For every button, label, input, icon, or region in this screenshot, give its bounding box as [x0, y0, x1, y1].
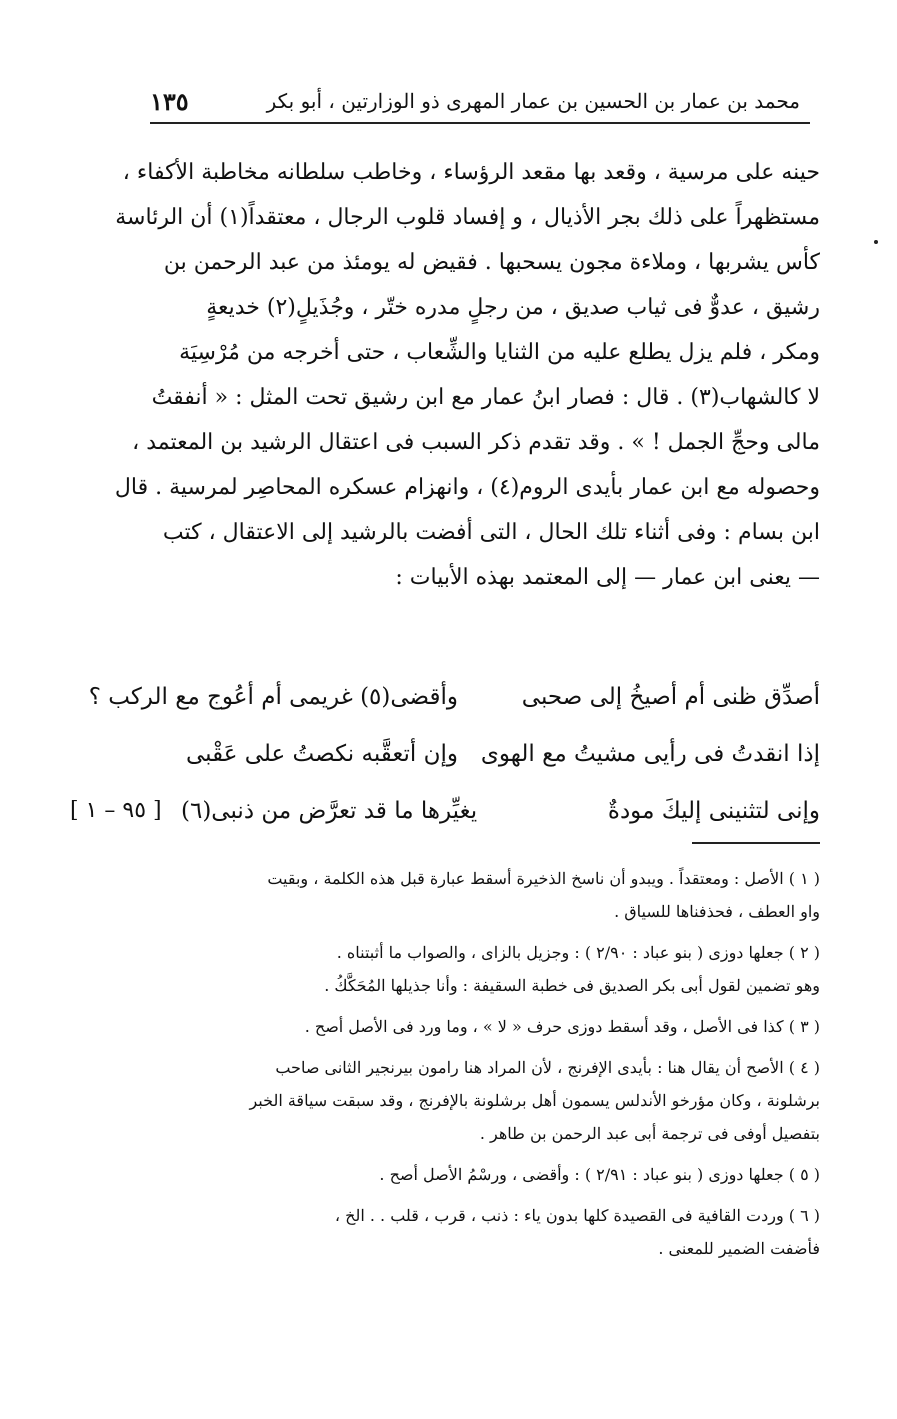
footnote-2-line: ( ٢ ) جعلها دوزى ( بنو عباد : ٢/٩٠ ) : وجزيل بالزاى ، والصواب ما أثبتناه . — [336, 943, 820, 962]
footnote-1-line: ( ١ ) الأصل : ومعتقداً . ويبدو أن ناسخ الذخيرة أسقط عبارة قبل هذه الكلمة ، وبقيت — [267, 869, 820, 888]
body-line: وحصوله مع ابن عمار بأيدى الروم(٤) ، وانهزام عسكره المحاصِر لمرسية . قال — [114, 475, 820, 500]
footnote-1-line: واو العطف ، فحذفناها للسياق . — [614, 902, 820, 921]
body-line: ومكر ، فلم يزل يطلع عليه من الثنايا والشِّعاب ، حتى أخرجه من مُرْسِيَة — [179, 340, 820, 365]
margin-dot — [874, 240, 878, 244]
body-line: — يعنى ابن عمار — إلى المعتمد بهذه الأبيات : — [395, 565, 820, 590]
body-line: مستظهراً على ذلك بجر الأذيال ، و إفساد قلوب الرجال ، معتقداً(١) أن الرئاسة — [115, 205, 820, 230]
footnote-4-line: بتفصيل أوفى فى ترجمة أبى عبد الرحمن بن طاهر . — [479, 1124, 820, 1143]
poem-verse — [70, 782, 820, 839]
verse-first-hemistich: وإنى لتثنينى إليكَ مودةٌ — [607, 797, 820, 824]
body-line: مالى وحجِّ الجمل ! » . وقد تقدم ذكر السبب فى اعتقال الرشيد بن المعتمد ، — [132, 430, 820, 455]
verse-second-hemistich: وأقضى(٥) غريمى أم أعُوج مع الركب ؟ — [88, 683, 458, 710]
body-text — [110, 150, 820, 600]
body-line: حينه على مرسية ، وقعد بها مقعد الرؤساء ، وخاطب سلطانه مخاطبة الأكفاء ، — [122, 160, 820, 185]
poem-verse — [70, 725, 820, 782]
running-title: محمد بن عمار بن الحسين بن عمار المهرى ذو الوزارتين ، أبو بكر — [266, 89, 800, 113]
verse-first-hemistich: إذا انقدتُ فى رأيى مشيتُ مع الهوى — [480, 740, 820, 767]
footnote-rule — [692, 842, 820, 844]
footnote-5-line: ( ٥ ) جعلها دوزى ( بنو عباد : ٢/٩١ ) : وأقضى ، ورسْمُ الأصل أصح . — [379, 1165, 820, 1184]
footnote-6-line: فأضفت الضمير للمعنى . — [658, 1239, 820, 1258]
body-line: لا كالشهاب(٣) . قال : فصار ابنُ عمار مع ابن رشيق تحت المثل : « أنفقتُ — [151, 385, 820, 410]
header-rule — [150, 122, 810, 124]
footnote-4-line: ( ٤ ) الأصح أن يقال هنا : بأيدى الإفرنج ، لأن المراد هنا رامون بيرنجير الثانى صاحب — [275, 1058, 820, 1077]
footnote-2-line: وهو تضمين لقول أبى بكر الصديق فى خطبة السقيفة : وأنا جذيلها المُحَكَّكُ . — [324, 976, 820, 995]
footnotes — [165, 862, 820, 1265]
footnote-6-line: ( ٦ ) وردت القافية فى القصيدة كلها بدون ياء : ذنب ، قرب ، قلب . . الخ ، — [334, 1206, 820, 1225]
page-number: ١٣٥ — [150, 86, 189, 116]
footnote-3-line: ( ٣ ) كذا فى الأصل ، وقد أسقط دوزى حرف « لا » ، وما ورد فى الأصل أصح . — [304, 1017, 820, 1036]
page-header — [150, 84, 800, 118]
verse-second-hemistich: وإن أتعقَّبه نكصتُ على عَقْبى — [185, 740, 458, 767]
verse-second-hemistich: يغيِّرها ما قد تعرَّض من ذنبى(٦) — [180, 797, 478, 824]
footnote-4-line: برشلونة ، وكان مؤرخو الأندلس يسمون أهل برشلونة بالإفرنج ، وقد سبقت سياقة الخبر — [249, 1091, 820, 1110]
verse-first-hemistich: أصدِّق ظنى أم أصيخُ إلى صحبى — [521, 683, 820, 710]
poem — [70, 668, 820, 839]
verse-reference: [ ٩٥ – ١ ] — [70, 798, 162, 823]
body-line: كأس يشربها ، وملاءة مجون يسحبها . فقيض له يومئذ من عبد الرحمن بن — [163, 250, 820, 275]
body-line: رشيق ، عدوٌّ فى ثياب صديق ، من رجلٍ مدره ختّر ، وجُذَيلٍ(٢) خديعةٍ — [206, 295, 820, 320]
poem-verse — [70, 668, 820, 725]
body-line: ابن بسام : وفى أثناء تلك الحال ، التى أفضت بالرشيد إلى الاعتقال ، كتب — [162, 520, 820, 545]
